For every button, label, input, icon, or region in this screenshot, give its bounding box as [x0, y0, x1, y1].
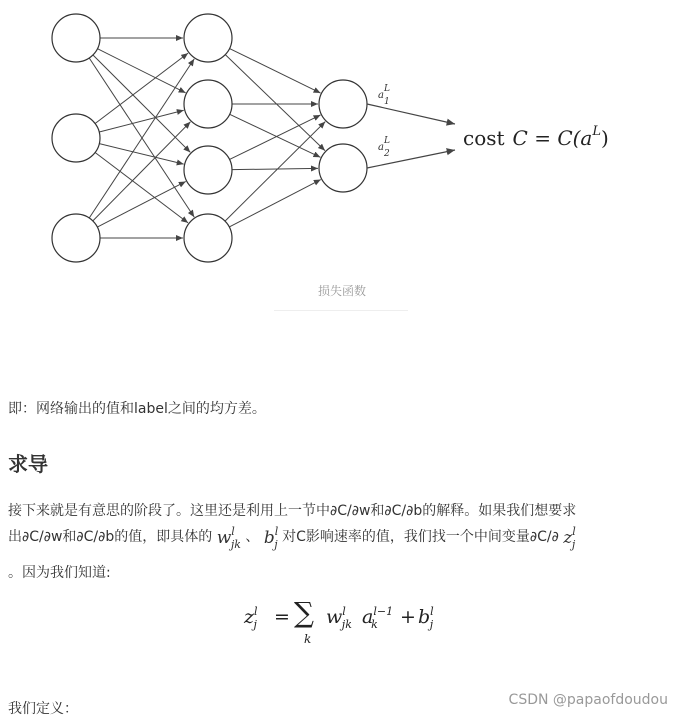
- section-heading: 求导: [8, 452, 48, 476]
- connection-l0-1-2: [99, 144, 183, 164]
- paragraph-derivative-line1: 接下来就是有意思的阶段了。这里还是利用上一节中∂C/∂w和∂C/∂b的解释。如果我们想要求: [8, 503, 577, 519]
- neuron-layer1-0: [184, 14, 232, 62]
- neuron-layer0-2: [52, 214, 100, 262]
- neuron-layer1-1: [184, 80, 232, 128]
- weight-symbol: $w^l_{jk}$: [216, 525, 241, 551]
- neuron-layer0-1: [52, 114, 100, 162]
- paragraph-derivative-line2: [8, 525, 576, 551]
- connection-l1-1-1: [230, 114, 321, 157]
- connection-l0-1-1: [99, 110, 184, 132]
- output-arrow-1: [367, 104, 455, 124]
- csdn-watermark: CSDN @papaofdoudou: [508, 692, 668, 708]
- neuron-layer1-3: [184, 214, 232, 262]
- eq-lhs: $z^l_j$: [244, 605, 258, 631]
- z-symbol: $z^l_j$: [563, 525, 576, 551]
- eq-activation: $a^{l-1}_k$: [362, 605, 394, 631]
- eq-sum-index: k: [304, 632, 312, 646]
- cost-formula: cost $C = C(a^L)$: [463, 124, 609, 150]
- separator: 、: [245, 529, 260, 545]
- neuron-layer2-0: [319, 80, 367, 128]
- line2-text-b: 对C影响速率的值，我们找一个中间变量∂C/∂: [282, 529, 559, 545]
- neuron-layer0-0: [52, 14, 100, 62]
- bias-symbol: $b^l_j$: [263, 525, 279, 551]
- connection-l1-3-0: [225, 122, 325, 221]
- paragraph-definition: 我们定义：: [8, 701, 78, 717]
- connection-l0-0-1: [97, 49, 185, 93]
- eq-plus: +: [400, 606, 416, 628]
- neuron-layer1-2: [184, 146, 232, 194]
- eq-bias: $b^l_j$: [418, 605, 434, 631]
- neural-network-diagram: [0, 0, 684, 300]
- neural-network-figure: [0, 0, 684, 300]
- display-equation: [244, 596, 464, 656]
- paragraph-mse: 即：网络输出的值和label之间的均方差。: [8, 401, 266, 417]
- figure-caption: 损失函数: [317, 284, 366, 298]
- connection-l1-2-0: [230, 115, 321, 159]
- neuron-layer2-1: [319, 144, 367, 192]
- output-label-1: aL 1: [378, 84, 390, 107]
- paragraph-derivative-line3: 。因为我们知道:: [8, 565, 111, 581]
- line2-text-a: 出∂C/∂w和∂C/∂b的值，即具体的: [8, 529, 213, 545]
- caption-divider: [274, 310, 408, 311]
- eq-equals: =: [274, 606, 290, 628]
- connection-l1-0-0: [230, 49, 321, 93]
- eq-weight: $w^l_{jk}$: [326, 605, 352, 631]
- output-label-2: aL 2: [378, 136, 390, 159]
- eq-sum: ∑: [294, 596, 314, 629]
- connection-l1-2-1: [232, 168, 318, 169]
